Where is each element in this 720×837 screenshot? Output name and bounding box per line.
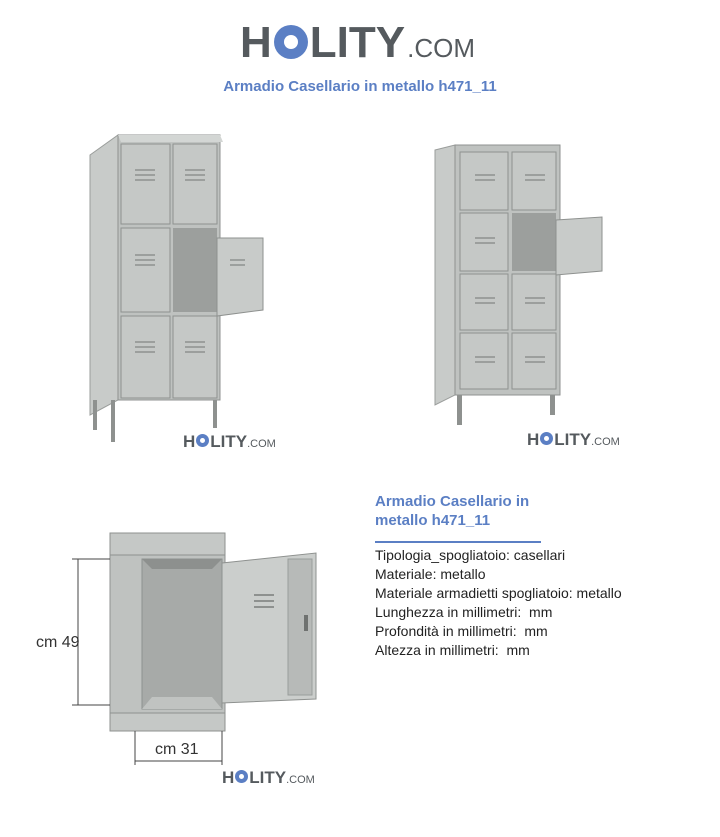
logo-o-icon [196,434,209,447]
holity-watermark: H LITY .COM [527,430,620,449]
product-photo-angled [430,140,605,430]
spec-item: Lunghezza in millimetri: mm [375,604,553,620]
dimension-detail-photo [30,525,330,770]
spec-item: Altezza in millimetri: mm [375,642,530,658]
holity-watermark: H LITY .COM [183,432,276,451]
logo-o-icon [235,770,248,783]
product-title [375,492,575,530]
holity-logo[interactable] [240,18,475,68]
product-title-line1: Armadio Casellario in [375,493,530,510]
height-dimension-label: cm 49 [36,634,80,651]
spec-list [375,546,622,660]
product-photo-front [85,130,270,445]
logo-h: H [240,18,272,67]
logo-suffix: .COM [407,33,475,63]
holity-watermark: H LITY .COM [222,768,315,787]
spec-item: Materiale: metallo [375,566,486,582]
spec-item: Materiale armadietti spogliatoio: metallo [375,585,622,601]
logo-lity: LITY [309,18,406,67]
logo-o-icon [274,25,308,59]
product-title-line2: metallo h471_11 [375,512,491,529]
logo-o-icon [540,432,553,445]
spec-item: Profondità in millimetri: mm [375,623,548,639]
spec-item: Tipologia_spogliatoio: casellari [375,547,566,563]
title-underline [375,541,541,543]
width-dimension-label: cm 31 [155,741,199,758]
page-title: Armadio Casellario in metallo h471_11 [223,78,497,95]
